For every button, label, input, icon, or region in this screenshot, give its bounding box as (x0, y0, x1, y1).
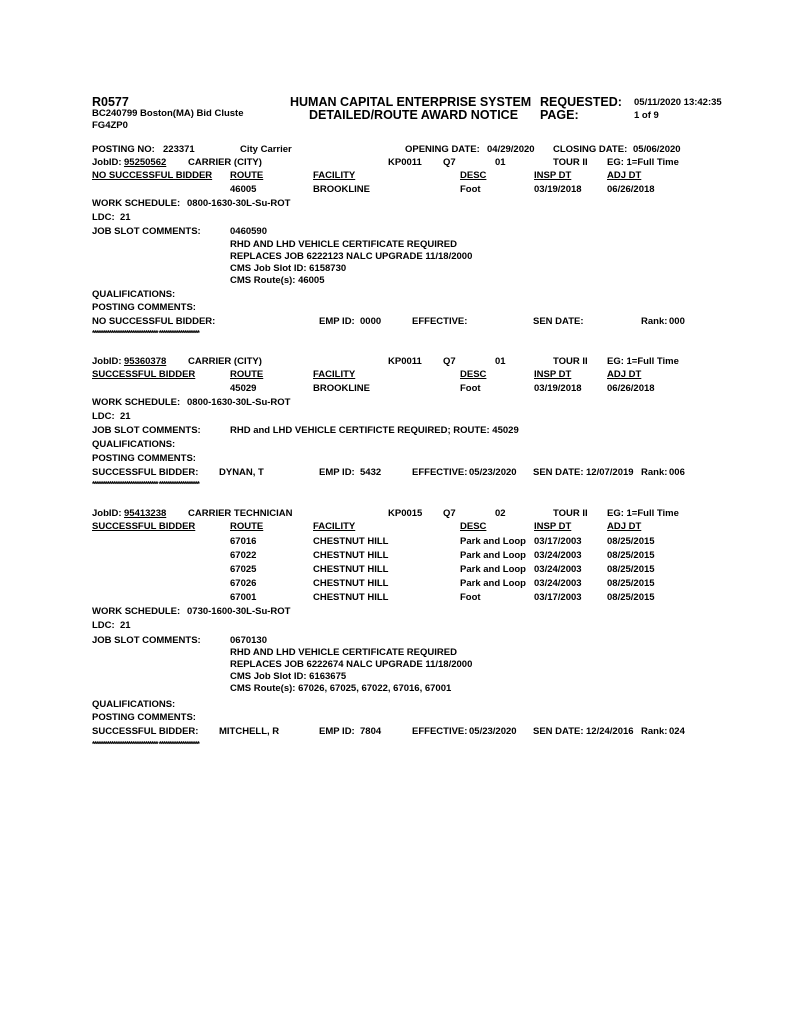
work-schedule-label: WORK SCHEDULE: (92, 606, 181, 617)
route-desc: Foot (460, 592, 481, 603)
emp-id-label: EMP ID: (319, 467, 355, 478)
ldc-value: 21 (120, 620, 131, 631)
employment-group: EG: 1=Full Time (607, 157, 679, 168)
effective-date: 05/23/2020 (469, 726, 517, 737)
route-insp-date: 03/19/2018 (534, 383, 582, 394)
route-number: 45029 (230, 383, 257, 394)
effective-label: EFFECTIVE: (412, 726, 468, 737)
comment-line: REPLACES JOB 6222123 NALC UPGRADE 11/18/2000 (230, 251, 473, 262)
posting-comments-label: POSTING COMMENTS: (92, 453, 196, 464)
emp-id: 7804 (360, 726, 382, 737)
comment-line: CMS Job Slot ID: 6158730 (230, 263, 347, 274)
report-id: R0577 (92, 95, 129, 109)
sen-date-label: SEN DATE: (533, 316, 584, 327)
jobid-label: JobID: (92, 157, 122, 168)
report-title: DETAILED/ROUTE AWARD NOTICE (309, 108, 519, 122)
route-header: ROUTE (230, 369, 264, 380)
emp-id-label: EMP ID: (319, 316, 355, 327)
job-slot-comments-label: JOB SLOT COMMENTS: (92, 226, 201, 237)
route-number: 67025 (230, 564, 257, 575)
route-number: 67026 (230, 578, 257, 589)
system-title: HUMAN CAPITAL ENTERPRISE SYSTEM (290, 95, 532, 109)
route-adj-date: 08/25/2015 (607, 564, 655, 575)
comment-line: REPLACES JOB 6222674 NALC UPGRADE 11/18/2000 (230, 659, 473, 670)
separator: ******************************* ******************* (92, 329, 199, 338)
facility-header: FACILITY (313, 521, 356, 532)
route-adj-date: 06/26/2018 (607, 184, 655, 195)
bidder-header: SUCCESSFUL BIDDER (92, 369, 196, 380)
route-desc: Park and Loop (460, 564, 526, 575)
route-insp-date: 03/24/2003 (534, 564, 582, 575)
step: 02 (495, 508, 506, 519)
rank-value: 000 (669, 316, 685, 327)
requested-label: REQUESTED: (540, 95, 622, 109)
qualifications-label: QUALIFICATIONS: (92, 289, 176, 300)
route-insp-date: 03/19/2018 (534, 184, 582, 195)
job-slot-comments-label: JOB SLOT COMMENTS: (92, 635, 201, 646)
route-insp-date: 03/24/2003 (534, 550, 582, 561)
rank-value: 024 (669, 726, 685, 737)
desc-header: DESC (460, 369, 487, 380)
emp-id-label: EMP ID: (319, 726, 355, 737)
posting-no-label: POSTING NO: (92, 144, 155, 155)
work-schedule-label: WORK SCHEDULE: (92, 198, 181, 209)
bidder-header: NO SUCCESSFUL BIDDER (92, 170, 213, 181)
jobid-value: 95360378 (124, 356, 167, 367)
step: 01 (495, 157, 506, 168)
route-header: ROUTE (230, 521, 264, 532)
emp-id: 5432 (360, 467, 382, 478)
rank-value: 006 (669, 467, 685, 478)
ldc-label: LDC: (92, 411, 115, 422)
jobid-label: JobID: (92, 356, 122, 367)
route-insp-date: 03/17/2003 (534, 592, 582, 603)
sen-date-label: SEN DATE: (533, 726, 584, 737)
craft: City Carrier (240, 144, 292, 155)
opening-date: 04/29/2020 (487, 144, 535, 155)
route-desc: Park and Loop (460, 550, 526, 561)
emp-id: 0000 (360, 316, 382, 327)
job-slot-comments-label: JOB SLOT COMMENTS: (92, 425, 201, 436)
step: 01 (495, 356, 506, 367)
jobid-label: JobID: (92, 508, 122, 519)
kp-code: KP0011 (388, 356, 422, 367)
comment-line: CMS Route(s): 67026, 67025, 67022, 67016, 67001 (230, 683, 452, 694)
work-schedule: 0730-1600-30L-Su-ROT (187, 606, 291, 617)
insp-dt-header: INSP DT (534, 369, 572, 380)
facility-header: FACILITY (313, 170, 356, 181)
bidder-name: MITCHELL, R (219, 726, 280, 737)
tour: TOUR II (553, 157, 588, 168)
route-number: 46005 (230, 184, 257, 195)
rank-label: Rank: (641, 467, 668, 478)
route-desc: Foot (460, 383, 481, 394)
desc-header: DESC (460, 170, 487, 181)
grade: Q7 (443, 508, 456, 519)
adj-dt-header: ADJ DT (607, 369, 642, 380)
route-insp-date: 03/24/2003 (534, 578, 582, 589)
work-schedule: 0800-1630-30L-Su-ROT (187, 198, 291, 209)
page-label: PAGE: (540, 108, 579, 122)
route-adj-date: 08/25/2015 (607, 550, 655, 561)
rank-label: Rank: (641, 726, 668, 737)
work-schedule: 0800-1630-30L-Su-ROT (187, 397, 291, 408)
facility-header: FACILITY (313, 369, 356, 380)
route-facility: CHESTNUT HILL (313, 550, 389, 561)
route-facility: CHESTNUT HILL (313, 578, 389, 589)
closing-date-label: CLOSING DATE: (553, 144, 628, 155)
office-name: BC240799 Boston(MA) Bid Cluste (92, 108, 244, 119)
route-adj-date: 08/25/2015 (607, 592, 655, 603)
route-facility: CHESTNUT HILL (313, 592, 389, 603)
sen-date-label: SEN DATE: (533, 467, 584, 478)
route-adj-date: 06/26/2018 (607, 383, 655, 394)
insp-dt-header: INSP DT (534, 170, 572, 181)
employment-group: EG: 1=Full Time (607, 508, 679, 519)
separator: ******************************* ******************* (92, 740, 199, 749)
route-desc: Foot (460, 184, 481, 195)
comment-line: 0460590 (230, 226, 267, 237)
insp-dt-header: INSP DT (534, 521, 572, 532)
ldc-label: LDC: (92, 620, 115, 631)
page-number: 1 of 9 (634, 110, 659, 121)
bidder-name: DYNAN, T (219, 467, 264, 478)
bidder-result-label: NO SUCCESSFUL BIDDER: (92, 316, 216, 327)
jobid-value: 95413238 (124, 508, 167, 519)
tour: TOUR II (553, 508, 588, 519)
effective-label: EFFECTIVE: (412, 316, 468, 327)
posting-comments-label: POSTING COMMENTS: (92, 712, 196, 723)
route-header: ROUTE (230, 170, 264, 181)
route-facility: CHESTNUT HILL (313, 536, 389, 547)
route-number: 67022 (230, 550, 257, 561)
comment-line: RHD AND LHD VEHICLE CERTIFICATE REQUIRED (230, 647, 457, 658)
route-desc: Park and Loop (460, 578, 526, 589)
job-title: CARRIER (CITY) (188, 157, 262, 168)
sen-date: 12/07/2019 (586, 467, 634, 478)
comment-line: CMS Job Slot ID: 6163675 (230, 671, 347, 682)
grade: Q7 (443, 157, 456, 168)
separator: ******************************* ******************* (92, 480, 199, 489)
qualifications-label: QUALIFICATIONS: (92, 699, 176, 710)
ldc-label: LDC: (92, 212, 115, 223)
bidder-result-label: SUCCESSFUL BIDDER: (92, 726, 199, 737)
route-number: 67001 (230, 592, 257, 603)
adj-dt-header: ADJ DT (607, 521, 642, 532)
route-facility: BROOKLINE (313, 184, 370, 195)
posting-comments-label: POSTING COMMENTS: (92, 302, 196, 313)
tour: TOUR II (553, 356, 588, 367)
desc-header: DESC (460, 521, 487, 532)
route-adj-date: 08/25/2015 (607, 578, 655, 589)
ldc-value: 21 (120, 411, 131, 422)
rank-label: Rank: (641, 316, 668, 327)
requested-value: 05/11/2020 13:42:35 (634, 97, 722, 108)
effective-label: EFFECTIVE: (412, 467, 468, 478)
closing-date: 05/06/2020 (633, 144, 681, 155)
work-schedule-label: WORK SCHEDULE: (92, 397, 181, 408)
route-facility: CHESTNUT HILL (313, 564, 389, 575)
comment-line: 0670130 (230, 635, 267, 646)
route-desc: Park and Loop (460, 536, 526, 547)
office-code: FG4ZP0 (92, 120, 128, 131)
jobid-value: 95250562 (124, 157, 167, 168)
comment-line: RHD AND LHD VEHICLE CERTIFICATE REQUIRED (230, 239, 457, 250)
job-title: CARRIER (CITY) (188, 356, 262, 367)
kp-code: KP0011 (388, 157, 422, 168)
opening-date-label: OPENING DATE: (405, 144, 480, 155)
adj-dt-header: ADJ DT (607, 170, 642, 181)
qualifications-label: QUALIFICATIONS: (92, 439, 176, 450)
kp-code: KP0015 (388, 508, 423, 519)
ldc-value: 21 (120, 212, 131, 223)
route-adj-date: 08/25/2015 (607, 536, 655, 547)
grade: Q7 (443, 356, 456, 367)
comment-line: CMS Route(s): 46005 (230, 275, 325, 286)
sen-date: 12/24/2016 (586, 726, 634, 737)
route-insp-date: 03/17/2003 (534, 536, 582, 547)
bidder-header: SUCCESSFUL BIDDER (92, 521, 196, 532)
route-facility: BROOKLINE (313, 383, 370, 394)
effective-date: 05/23/2020 (469, 467, 517, 478)
route-number: 67016 (230, 536, 257, 547)
bidder-result-label: SUCCESSFUL BIDDER: (92, 467, 199, 478)
posting-no: 223371 (163, 144, 195, 155)
employment-group: EG: 1=Full Time (607, 356, 679, 367)
job-title: CARRIER TECHNICIAN (188, 508, 293, 519)
comment-line: RHD and LHD VEHICLE CERTIFICTE REQUIRED; ROUTE: 45029 (230, 425, 519, 436)
